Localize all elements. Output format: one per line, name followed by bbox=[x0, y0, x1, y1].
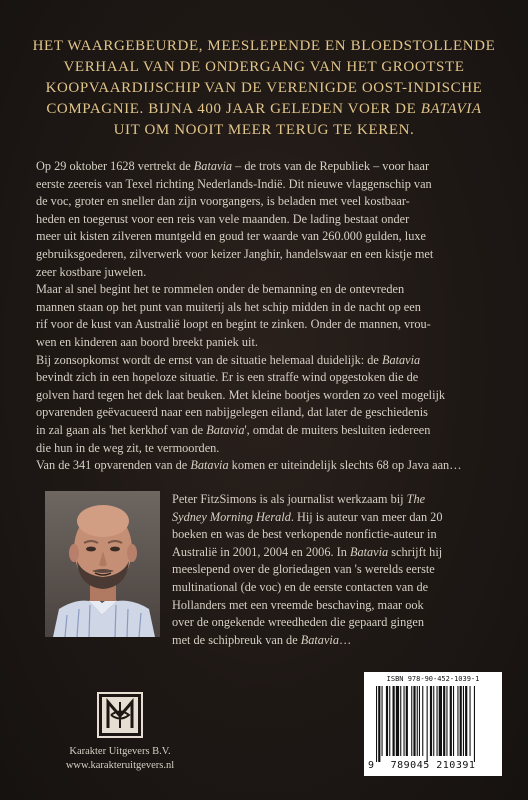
barcode-bar bbox=[413, 686, 415, 756]
barcode-bar bbox=[427, 686, 428, 762]
publisher-name: Karakter Uitgevers B.V. bbox=[69, 746, 171, 757]
author-bio-line: met de schipbreuk van de Batavia… bbox=[172, 632, 352, 647]
synopsis-line: Van de 341 opvarenden van de Batavia komen er uiteindelijk slechts 68 op Java aan… bbox=[36, 458, 462, 473]
author-photo bbox=[45, 491, 160, 637]
synopsis-line: in zal gaan als 'het kerkhof van de Batavia', omdat de muiters besluiten iedereen bbox=[36, 422, 431, 437]
barcode-bar bbox=[474, 686, 475, 762]
synopsis-line: Op 29 oktober 1628 vertrekt de Batavia – de trots van de Republiek – voor haar bbox=[36, 159, 430, 173]
cover-blurb bbox=[30, 36, 498, 141]
barcode-bar bbox=[400, 686, 401, 756]
author-bio-line: Peter FitzSimons is als journalist werkzaam bij The bbox=[172, 492, 426, 506]
synopsis-line: rif voor de kust van Australië loopt en begint te zinken. Onder de mannen, vrou- bbox=[36, 317, 431, 332]
synopsis-line: gebruiksgoederen, zilverwerk voor keizer Janghir, handelswaar en een kistje met bbox=[36, 246, 434, 261]
barcode-bar bbox=[439, 686, 442, 756]
synopsis-line: wen en kinderen aan boord breekt paniek uit. bbox=[36, 334, 258, 349]
blurb-line: UIT OM NOOIT MEER TERUG TE KEREN. bbox=[113, 122, 415, 138]
author-bio bbox=[172, 491, 502, 649]
barcode-bar bbox=[433, 686, 434, 756]
synopsis-line: die hun in de weg zit, te vermoorden. bbox=[36, 440, 220, 455]
synopsis-line: meer uit kisten zilveren muntgeld en goud ter waarde van 260.000 gulden, luxe bbox=[36, 229, 426, 244]
author-bio-line: meeslepend over de gloriedagen van 's werelds eerste bbox=[172, 562, 435, 577]
synopsis-line: mannen staan op het punt van muiterij als het schip midden in de nacht op een bbox=[36, 299, 421, 314]
blurb-line: COMPAGNIE. BIJNA 400 JAAR GELEDEN VOER DE BATAVIA bbox=[46, 101, 482, 117]
ean-digits: 789045 210391 bbox=[390, 760, 476, 771]
blurb-line: HET WAARGEBEURDE, MEESLEPENDE EN BLOEDSTOLLENDE bbox=[32, 38, 496, 54]
karakter-monogram-icon bbox=[95, 690, 145, 740]
barcode-bar bbox=[406, 686, 408, 756]
barcode-bar bbox=[443, 686, 445, 756]
barcode-bar bbox=[382, 686, 383, 756]
publisher-url: www.karakteruitgevers.nl bbox=[65, 760, 175, 771]
barcode-bar bbox=[453, 686, 454, 756]
barcode-bar bbox=[376, 686, 377, 762]
barcode-bar bbox=[386, 686, 388, 756]
barcode-bar bbox=[450, 686, 452, 756]
synopsis-line: Maar al snel begint het te rommelen onder de bemanning en de ontevreden bbox=[36, 282, 405, 297]
synopsis-line: golven hard tegen het dek laat beuken. Met kleine bootjes worden zo veel mogelijk bbox=[36, 387, 446, 402]
blurb-line: KOOPVAARDIJSCHIP VAN DE VERENIGDE OOST-INDISCHE bbox=[45, 80, 483, 96]
barcode-bar bbox=[419, 686, 420, 756]
barcode-bar bbox=[417, 686, 418, 756]
barcode-bar bbox=[404, 686, 405, 756]
barcode-bar bbox=[457, 686, 458, 756]
author-bio-line: Sydney Morning Herald. Hij is auteur van meer dan 20 bbox=[172, 509, 443, 524]
barcode-bar bbox=[470, 686, 471, 756]
barcode-bar bbox=[389, 686, 390, 756]
synopsis bbox=[36, 158, 496, 475]
author-bio-line: Hollanders met een vreemde beschaving, maar ook bbox=[172, 597, 424, 612]
synopsis-line: zeer kostbare juwelen. bbox=[36, 264, 147, 279]
isbn-number: ISBN 978-90-452-1039-1 bbox=[386, 675, 480, 683]
barcode-bar bbox=[463, 686, 464, 756]
isbn-barcode bbox=[364, 672, 502, 776]
author-bio-line: over de ongekende wreedheden die gepaard gingen bbox=[172, 615, 424, 630]
blurb-line: VERHAAL VAN DE ONDERGANG VAN HET GROOTSTE bbox=[63, 59, 465, 75]
barcode-bar bbox=[396, 686, 399, 756]
author-bio-line: Australië in 2001, 2004 en 2006. In Batavia schrijft hij bbox=[172, 544, 443, 559]
author-bio-line: multinational (de voc) en de eerste contacten van de bbox=[172, 579, 429, 594]
barcode-bar bbox=[393, 686, 395, 756]
synopsis-line: opvarenden geëvacueerd naar een nabijgelegen eiland, dat later de geschiedenis bbox=[36, 405, 428, 420]
synopsis-line: heden en toegerust voor een reis van vele maanden. De lading bestaat onder bbox=[36, 211, 410, 226]
barcode-bar bbox=[460, 686, 462, 756]
barcode-bar bbox=[378, 686, 380, 762]
publisher-info bbox=[30, 745, 210, 773]
barcode-bar bbox=[437, 686, 438, 756]
synopsis-line: de voc, groter en sneller dan zijn voorgangers, is beladen met veel kostbaar- bbox=[36, 194, 410, 209]
barcode-bar bbox=[422, 686, 423, 756]
author-bio-line: boeken en was de best verkopende nonfictie-auteur in bbox=[172, 527, 437, 542]
barcode-bar bbox=[465, 686, 467, 756]
synopsis-line: bevindt zich in een hopeloze situatie. Er is een straffe wind opgestoken die de bbox=[36, 370, 419, 385]
barcode-bar bbox=[430, 686, 432, 756]
synopsis-line: eerste zeereis van Texel richting Nederlands-Indië. Dit nieuwe vlaggenschip van bbox=[36, 176, 432, 191]
synopsis-line: Bij zonsopkomst wordt de ernst van de situatie helemaal duidelijk: de Batavia bbox=[36, 352, 421, 367]
barcode-first-digit: 9 bbox=[368, 760, 375, 771]
barcode-bar bbox=[446, 686, 447, 756]
barcode-bar bbox=[411, 686, 412, 756]
